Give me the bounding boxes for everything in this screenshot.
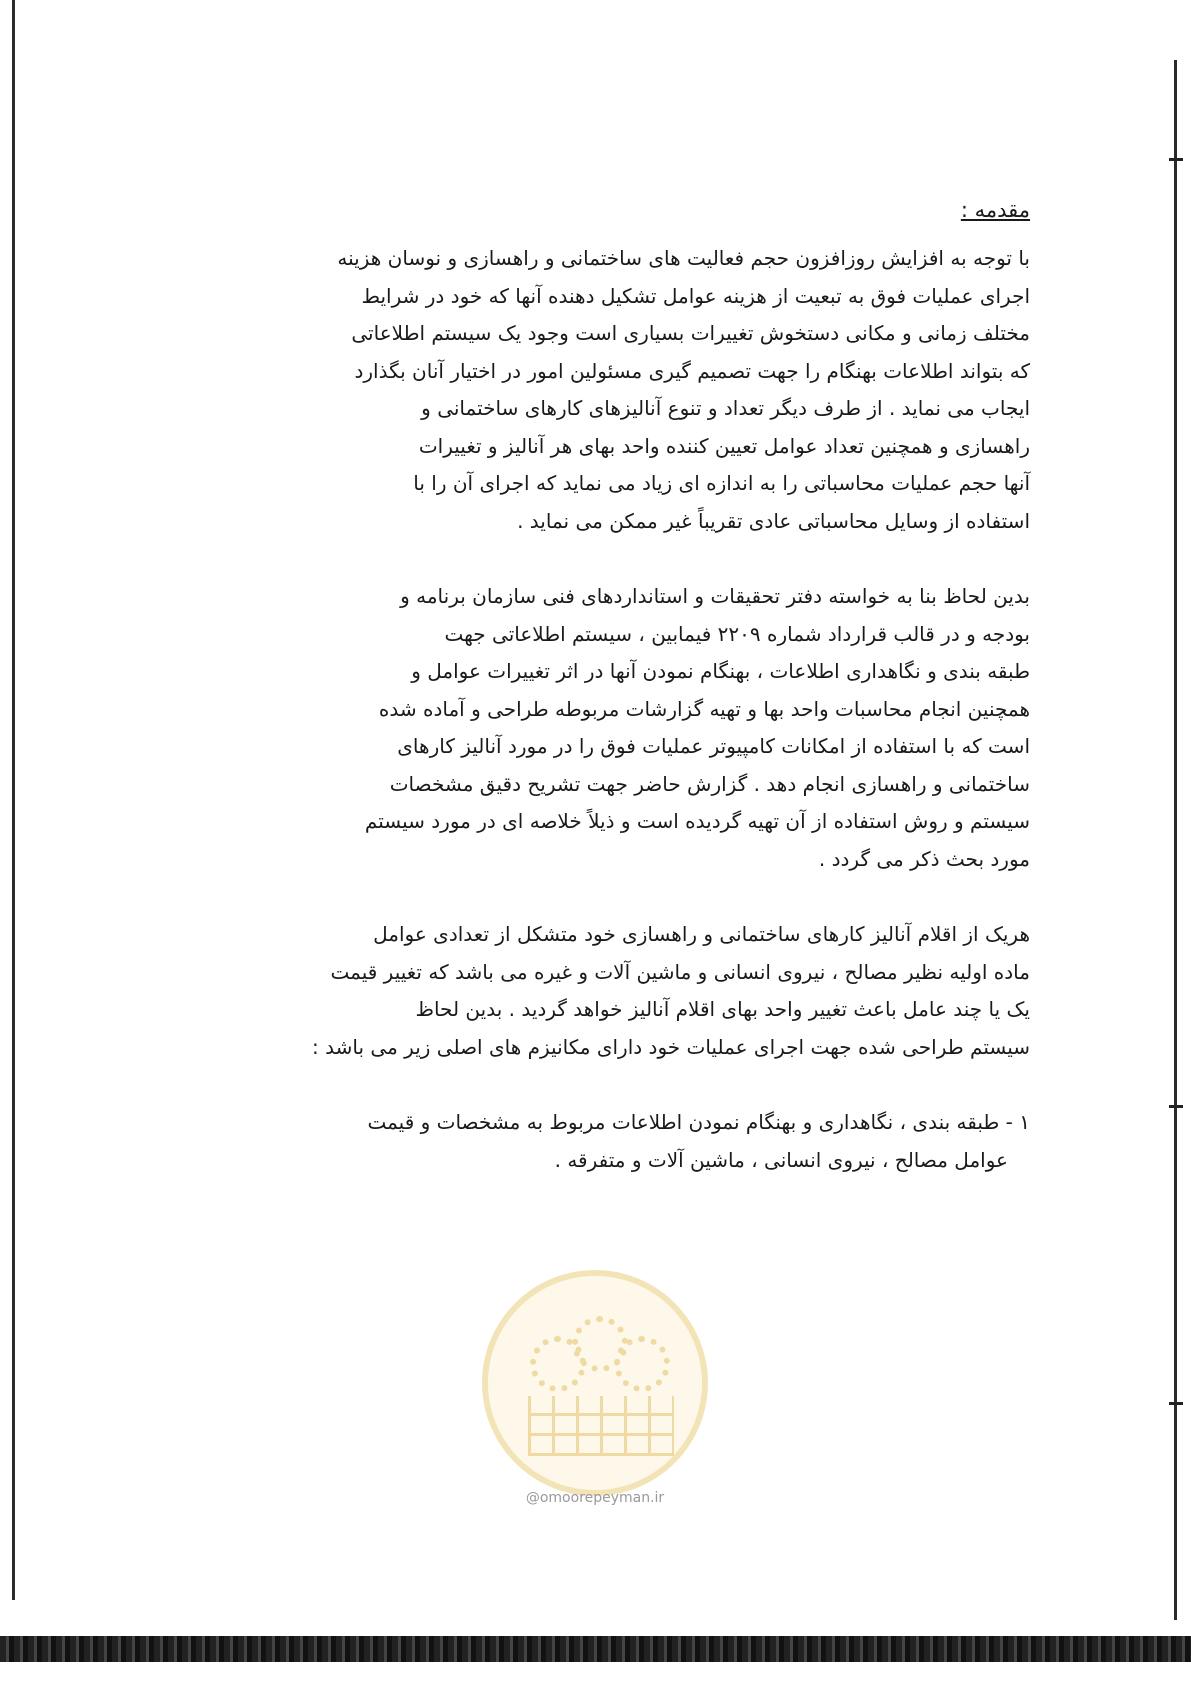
scan-edge-left bbox=[12, 0, 15, 1600]
scan-edge-bottom bbox=[0, 1636, 1191, 1662]
text-line: سیستم طراحی شده جهت اجرای عملیات خود دارای مکانیزم های اصلی زیر می باشد : bbox=[312, 1034, 1030, 1059]
list-item-1 bbox=[170, 1104, 1030, 1179]
list-item-line: عوامل مصالح ، نیروی انسانی ، ماشین آلات و متفرقه . bbox=[554, 1147, 1008, 1172]
paragraph-1 bbox=[170, 240, 1030, 540]
grid-icon bbox=[528, 1396, 674, 1456]
gear-icon bbox=[614, 1336, 670, 1392]
text-line: راهسازی و همچنین تعداد عوامل تعیین کننده واحد بهای هر آنالیز و تغییرات bbox=[418, 433, 1030, 458]
document-body bbox=[170, 198, 1030, 1179]
text-line: بودجه و در قالب قرارداد شماره ۲۲۰۹ فیمابین ، سیستم اطلاعاتی جهت bbox=[444, 621, 1030, 646]
text-line: مختلف زمانی و مکانی دستخوش تغییرات بسیاری است وجود یک سیستم اطلاعاتی bbox=[351, 321, 1030, 345]
watermark-text: @omoorepeyman.ir bbox=[525, 1490, 665, 1506]
text-line: یک یا چند عامل باعث تغییر واحد بهای اقلام آنالیز خواهد گردید . بدین لحاظ bbox=[415, 997, 1030, 1021]
text-line: مورد بحث ذکر می گردد . bbox=[818, 846, 1030, 871]
text-line: بدین لحاظ بنا به خواسته دفتر تحقیقات و استانداردهای فنی سازمان برنامه و bbox=[400, 584, 1030, 608]
text-line: ایجاب می نماید . از طرف دیگر تعداد و تنوع آنالیزهای کارهای ساختمانی و bbox=[421, 396, 1030, 420]
section-heading: مقدمه : bbox=[960, 198, 1030, 222]
watermark-logo bbox=[482, 1270, 708, 1496]
paragraph-3 bbox=[170, 916, 1030, 1066]
scan-mark bbox=[1169, 158, 1183, 161]
text-line: ماده اولیه نظیر مصالح ، نیروی انسانی و ماشین آلات و غیره می باشد که تغییر قیمت bbox=[330, 959, 1030, 984]
text-line: استفاده از وسایل محاسباتی عادی تقریباً غیر ممکن می نماید . bbox=[517, 508, 1030, 533]
text-line: آنها حجم عملیات محاسباتی را به اندازه ای زیاد می نماید که اجرای آن را با bbox=[413, 471, 1030, 495]
text-line: با توجه به افزایش روزافزون حجم فعالیت های ساختمانی و راهسازی و نوسان هزینه bbox=[337, 246, 1030, 270]
text-line: طبقه بندی و نگاهداری اطلاعات ، بهنگام نمودن آنها در اثر تغییرات عوامل و bbox=[411, 659, 1030, 683]
scan-edge-right bbox=[1174, 60, 1177, 1620]
text-line: ساختمانی و راهسازی انجام دهد . گزارش حاضر جهت تشریح دقیق مشخصات bbox=[389, 771, 1030, 796]
text-line: سیستم و روش استفاده از آن تهیه گردیده است و ذیلاً خلاصه ای در مورد سیستم bbox=[364, 809, 1030, 833]
text-line: است که با استفاده از امکانات کامپیوتر عملیات فوق را در مورد آنالیز کارهای bbox=[397, 734, 1030, 758]
scan-mark bbox=[1169, 1402, 1183, 1405]
text-line: که بتواند اطلاعات بهنگام را جهت تصمیم گیری مسئولین امور در اختیار آنان بگذارد bbox=[354, 358, 1030, 383]
scan-mark bbox=[1169, 1105, 1183, 1108]
text-line: هریک از اقلام آنالیز کارهای ساختمانی و راهسازی خود متشکل از تعدادی عوامل bbox=[373, 922, 1030, 946]
paragraph-2 bbox=[170, 578, 1030, 878]
text-line: اجرای عملیات فوق به تبعیت از هزینه عوامل تشکیل دهنده آنها که خود در شرایط bbox=[361, 283, 1030, 308]
text-line: همچنین انجام محاسبات واحد بها و تهیه گزارشات مربوطه طراحی و آماده شده bbox=[378, 696, 1030, 721]
list-item-line: ۱ - طبقه بندی ، نگاهداری و بهنگام نمودن اطلاعات مربوط به مشخصات و قیمت bbox=[367, 1110, 1030, 1134]
